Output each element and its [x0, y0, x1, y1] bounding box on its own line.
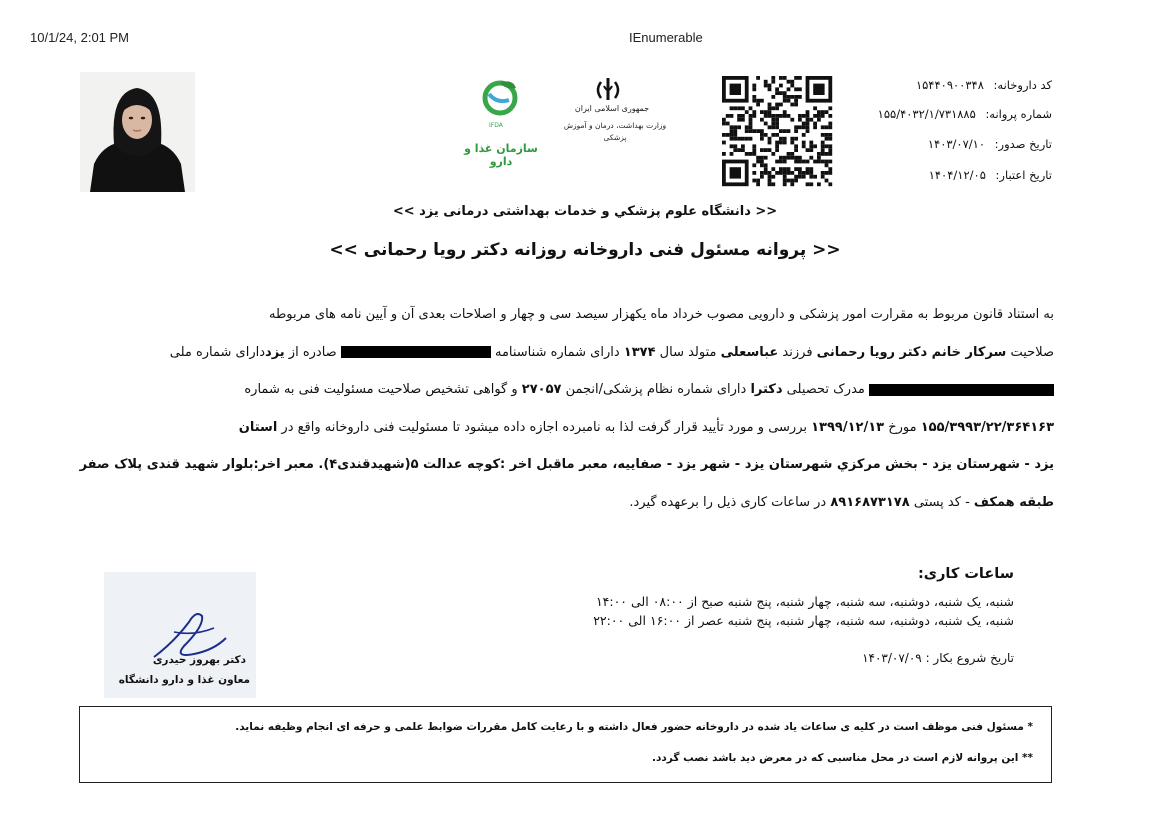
- org-name: سازمان غذا و دارو: [464, 142, 538, 168]
- license-no-label: شماره پروانه:: [985, 107, 1052, 121]
- working-hours-title: ساعات کاری:: [918, 566, 1014, 582]
- ministry-logos: [455, 70, 675, 170]
- iran-emblem-icon: [593, 76, 623, 102]
- expiry-date-row: [792, 168, 1052, 182]
- applicant-photo: [80, 72, 195, 192]
- note-2: ** این پروانه لازم است در محل مناسبی که در معرض دید باشد نصب گردد.: [652, 752, 1033, 764]
- medical-council-no: ۲۷۰۵۷: [521, 382, 562, 397]
- signatory-name: دکتر بهروز حیدری: [152, 654, 246, 666]
- ministry-text: وزارت بهداشت، درمان و آموزش پزشکی: [563, 121, 667, 142]
- holder-name: سرکار خانم دکتر رویا رحمانی: [816, 344, 1007, 360]
- birth-year: ۱۳۷۴: [623, 344, 656, 360]
- issue-date: ۱۴۰۳/۰۷/۱۰: [927, 137, 986, 151]
- license-body: [78, 296, 1054, 521]
- license-no: ۱۵۵/۴۰۳۲/۱/۷۳۱۸۸۵: [877, 107, 976, 121]
- father-name: عباسعلی: [720, 344, 779, 360]
- note-1: * مسئول فنی موظف است در کلیه ی ساعات یاد شده در داروخانه حضور فعال داشته و با رعایت کامل مقررات ضوابط علمی و حرفه ای انجام وظیفه نماید.: [235, 721, 1033, 733]
- university-title: << دانشگاه علوم پزشکي و خدمات بهداشتی درمانی یزد >>: [392, 204, 778, 219]
- redaction-bar: [869, 384, 1054, 396]
- expiry-date: ۱۴۰۴/۱۲/۰۵: [928, 168, 986, 182]
- degree: دکترا: [750, 382, 783, 397]
- license-title: << پروانه مسئول فنی داروخانه روزانه دکتر رویا رحمانی >>: [329, 240, 841, 260]
- floor: طبقه همکف: [973, 494, 1054, 510]
- pharmacy-code: ۱۵۴۴۰۹۰۰۳۴۸: [915, 78, 984, 92]
- certificate-no: ۱۵۵/۳۹۹۳/۲۲/۳۶۴۱۶۳: [920, 419, 1054, 435]
- document-name: IEnumerable: [629, 30, 703, 45]
- pharmacy-code-label: کد داروخانه:: [993, 78, 1052, 92]
- body-line-2: صلاحیت سرکار خانم دکتر رویا رحمانی فرزند عباسعلی متولد سال ۱۳۷۴ دارای شماره شناسنامه صادره از یزددارای شماره ملی: [169, 344, 1054, 360]
- hours-morning: شنبه، یک شنبه، دوشنبه، سه شنبه، چهار شنبه، پنج شنبه صبح از ۰۸:۰۰ الی ۱۴:۰۰: [595, 594, 1014, 609]
- print-datetime: 10/1/24, 2:01 PM: [30, 30, 130, 45]
- start-date: ۱۴۰۳/۰۷/۰۹: [862, 651, 922, 665]
- license-no-row: [792, 107, 1052, 121]
- notes-box: [79, 706, 1052, 783]
- ifda-logo-icon: [479, 76, 521, 122]
- redaction-bar: [341, 346, 491, 358]
- start-date-label: تاریخ شروع بکار :: [925, 651, 1014, 665]
- body-line-1: به استناد قانون مربوط به مقرارت امور پزشکی و دارویی مصوب خرداد ماه یکهزار سیصد سی و چهار و اصلاحات بعدی آن و آیین نامه های مربوطه: [268, 307, 1054, 322]
- body-line-4: ۱۵۵/۳۹۹۳/۲۲/۳۶۴۱۶۳ مورخ ۱۳۹۹/۱۲/۱۳ بررسی و مورد تأیید قرار گرفت لذا به نامبرده اجازه داده میشود تا مسئولیت فنی داروخانه واقع در استان: [238, 419, 1054, 435]
- certificate-date: ۱۳۹۹/۱۲/۱۳: [811, 419, 885, 435]
- republic-text: جمهوری اسلامی ایران: [574, 104, 650, 113]
- issue-place: یزد: [265, 344, 285, 360]
- signature-block: [104, 572, 256, 698]
- issue-date-label: تاریخ صدور:: [994, 137, 1052, 151]
- body-line-3: مدرک تحصیلی دکترا دارای شماره نظام پزشکی/انجمن ۲۷۰۵۷ و گواهی تشخیص صلاحیت مسئولیت فنی به شماره: [78, 371, 1054, 409]
- issue-date-row: [792, 137, 1052, 151]
- hours-evening: شنبه، یک شنبه، دوشنبه، سه شنبه، چهار شنبه، پنج شنبه عصر از ۱۶:۰۰ الی ۲۲:۰۰: [593, 613, 1014, 628]
- body-line-5: [78, 446, 1054, 484]
- body-line-6: طبقه همکف - کد پستی ۸۹۱۶۸۷۳۱۷۸ در ساعات کاری ذیل را برعهده گیرد.: [629, 494, 1054, 510]
- expiry-date-label: تاریخ اعتبار:: [995, 168, 1052, 182]
- pharmacy-address: یزد - شهرستان یزد - بخش مرکزي شهرستان یزد - شهر یزد - صفاییه، معبر ماقبل اخر :کوچه عدالت ۵(شهیدقندی۴). معبر اخر:بلوار شهید قندی پلاک صفر: [79, 457, 1054, 472]
- start-date-row: [862, 651, 1014, 665]
- postal-code: ۸۹۱۶۸۷۳۱۷۸: [830, 494, 910, 510]
- ifda-abbr: IFDA: [489, 122, 503, 129]
- pharmacy-code-row: [792, 78, 1052, 92]
- signatory-role: معاون غذا و دارو دانشگاه: [118, 674, 250, 686]
